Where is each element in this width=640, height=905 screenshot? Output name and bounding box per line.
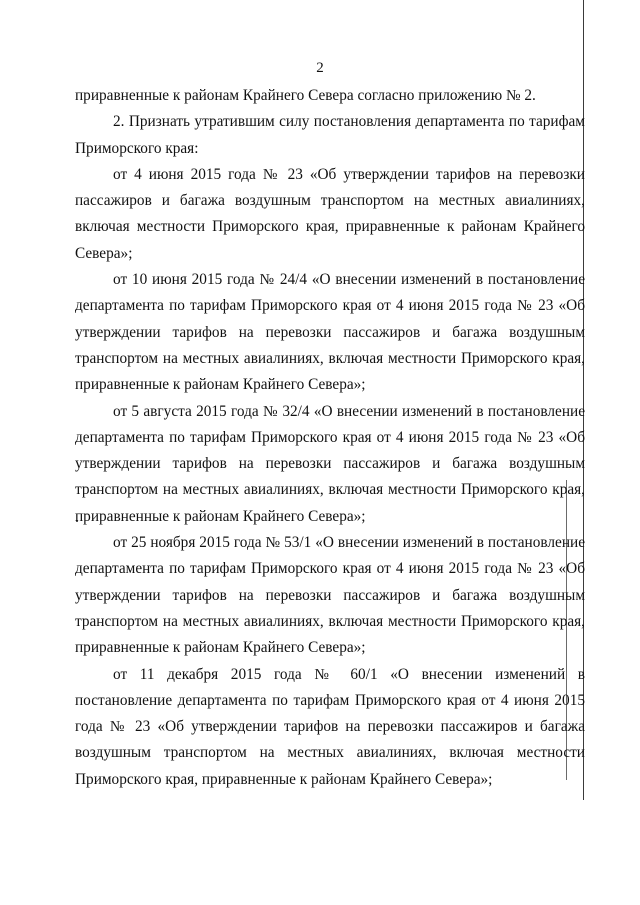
paragraph-decree-60-1: от 11 декабря 2015 года № 60/1 «О внесении изменений в постановление департамента по тарифам Приморского края от 4 июня 2015 года № 23 «Об утверждении тарифов на перевозки пассажиров и багажа воздушным транспортом на местных авиалиниях, включая местности Приморского края, приравненные к районам Крайнего Севера»; [75, 665, 585, 788]
paragraph-decree-24-4: от 10 июня 2015 года № 24/4 «О внесении изменений в постановление департамента по тарифам Приморского края от 4 июня 2015 года № 23 «Об утверждении тарифов на перевозки пассажиров и багажа воздушным транспортом на местных авиалиниях, включая местности Приморского края, приравненные к районам Крайнего Севера»; [75, 271, 585, 394]
paragraph-decree-32-4: от 5 августа 2015 года № 32/4 «О внесении изменений в постановление департамента по тарифам Приморского края от 4 июня 2015 года № 23 «Об утверждении тарифов на перевозки пассажиров и багажа воздушным транспортом на местных авиалиниях, включая местности Приморского края, приравненные к районам Крайнего Севера»; [75, 402, 585, 525]
paragraph-continuation: приравненные к районам Крайнего Севера согласно приложению № 2. [75, 87, 536, 104]
paragraph-decree-23: от 4 июня 2015 года № 23 «Об утверждении тарифов на перевозки пассажиров и багажа воздушным транспортом на местных авиалиниях, включая местности Приморского края, приравненные к районам Крайнего Севера»; [75, 165, 585, 262]
paragraph-item-2: 2. Признать утратившим силу постановления департамента по тарифам Приморского края: [75, 113, 585, 157]
page-number: 2 [316, 60, 324, 76]
paragraph-decree-53-1: от 25 ноября 2015 года № 53/1 «О внесении изменений в постановление департамента по тарифам Приморского края от 4 июня 2015 года № 23 «Об утверждении тарифов на перевозки пассажиров и багажа воздушным транспортом на местных авиалиниях, включая местности Приморского края, приравненные к районам Крайнего Севера»; [75, 534, 585, 657]
document-body [75, 83, 585, 793]
